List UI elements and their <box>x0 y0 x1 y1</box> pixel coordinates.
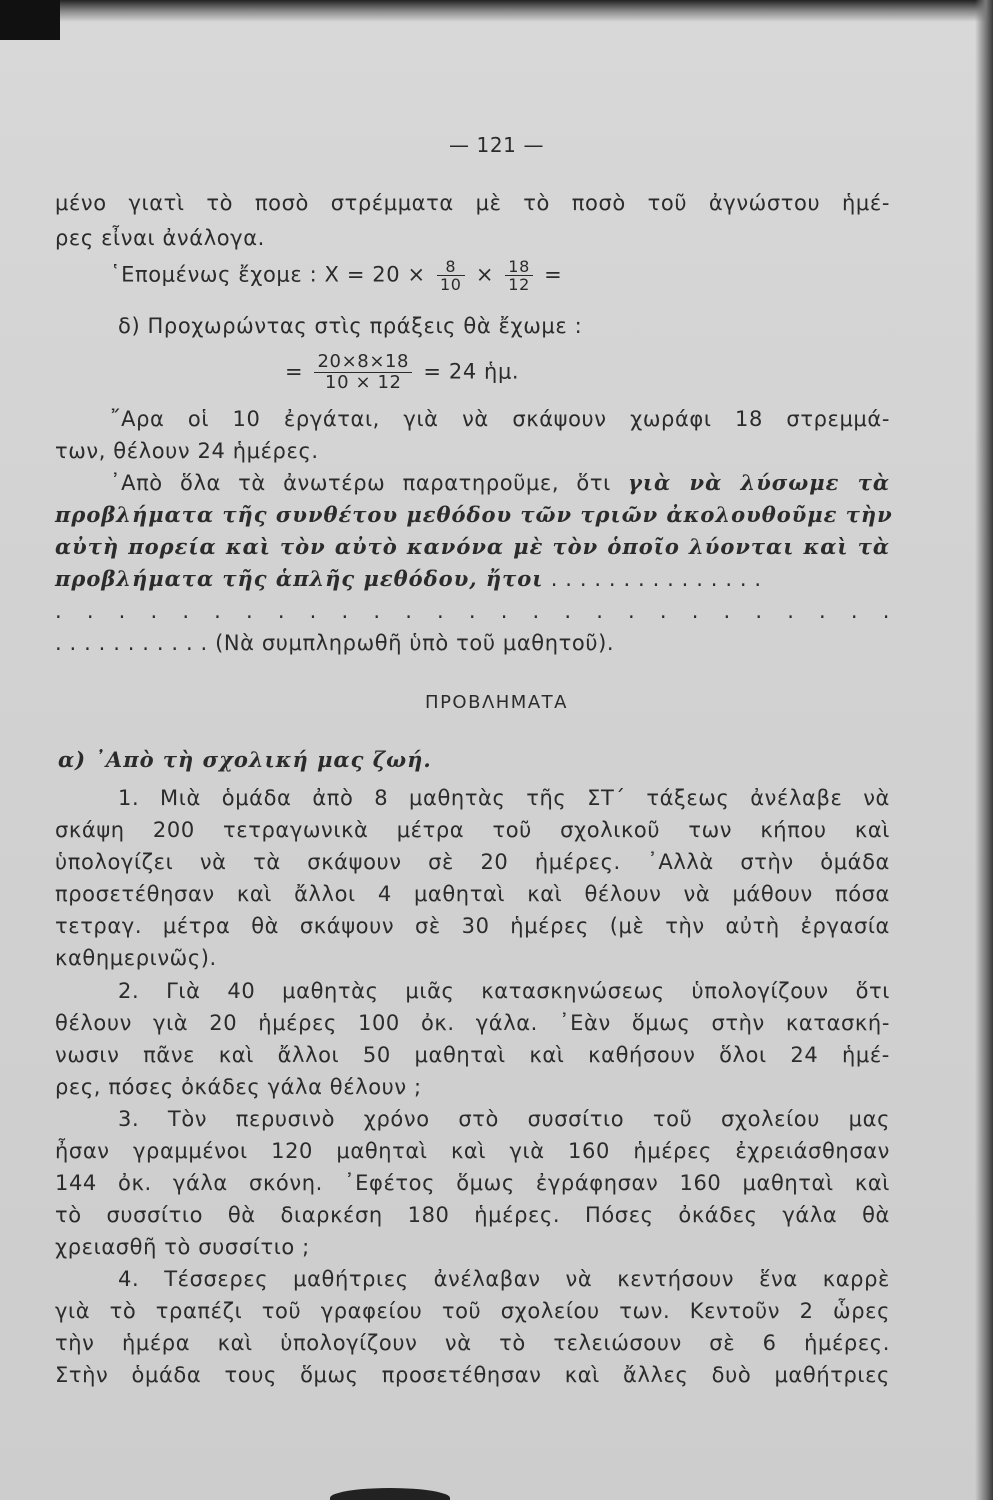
dots-leader: . . . . . . . . . . . . . . . <box>543 567 762 591</box>
equation-1 <box>110 258 890 293</box>
problem-2-line-4: ρες, πόσες ὀκάδες γάλα θέλουν ; <box>55 1075 422 1099</box>
fraction-product <box>314 352 412 393</box>
conclusion-italic-end: προβλήματα τῆς ἁπλῆς μεθόδου, ἤτοι <box>55 566 544 591</box>
binding-shadow <box>0 0 60 40</box>
problem-1-line-3: ὑπολογίζει νὰ τὰ σκάψουν σὲ 20 ἡμέρες. ᾿Αλλὰ στὴν ὁμάδα <box>55 850 890 874</box>
fraction-denominator: 10 <box>439 275 462 294</box>
problem-2-line-3: νωσιν πᾶνε καὶ ἄλλοι 50 μαθηταὶ καὶ καθήσουν ὅλοι 24 ἡμέ- <box>55 1043 890 1067</box>
problem-3-line-3: 144 ὀκ. γάλα σκόνη. ᾿Εφέτος ὅμως ἐγράφησαν 160 μαθηταὶ καὶ <box>55 1171 890 1195</box>
problem-2-line-1: 2. Γιὰ 40 μαθητὰς μιᾶς κατασκηνώσεως ὑπολογίζουν ὅτι <box>118 979 890 1003</box>
problem-3-line-1: 3. Τὸν περυσινὸ χρόνο στὸ συσσίτιο τοῦ σχολείου μας <box>118 1107 890 1131</box>
fraction-numerator: 20×8×18 <box>314 352 412 373</box>
page-edge-shadow <box>975 0 993 1500</box>
fraction-denominator: 10 × 12 <box>325 372 402 393</box>
conclusion-line-2: προβλήματα τῆς συνθέτου μεθόδου τῶν τριῶν ἀκολουθοῦμε τὴν <box>55 502 893 527</box>
conclusion-italic: γιὰ νὰ λύσωμε τὰ <box>628 470 890 495</box>
equation-2 <box>285 352 885 393</box>
problem-4-line-1: 4. Τέσσερες μαθήτριες ἀνέλαβαν νὰ κεντήσουν ἕνα καρρὲ <box>118 1267 890 1291</box>
dots-leader: . . . . . . . . . . . <box>55 631 216 655</box>
problem-1-line-6: καθημερινῶς). <box>55 946 217 970</box>
problem-2-line-2: θέλουν γιὰ 20 ἡμέρες 100 ὀκ. γάλα. ᾿Εὰν ὅμως στὴν κατασκή- <box>55 1011 890 1035</box>
fraction-denominator: 12 <box>508 275 530 294</box>
section-title: ΠΡΟΒΛΗΜΑΤΑ <box>425 692 568 713</box>
equation-2-prefix: = <box>285 359 304 384</box>
fill-in-note: (Νὰ συμπληρωθῆ ὑπὸ τοῦ μαθητοῦ). <box>215 631 615 655</box>
equation-2-result: = 24 ἡμ. <box>423 359 520 384</box>
times-sign: × <box>475 262 495 287</box>
equals-sign: = <box>544 262 563 287</box>
problem-3-line-2: ἦσαν γραμμένοι 120 μαθηταὶ καὶ γιὰ 160 ἡμέρες ἐχρειάσθησαν <box>55 1139 890 1163</box>
result-line-1: ῎Αρα οἱ 10 ἐργάται, γιὰ νὰ σκάψουν χωράφι 18 στρεμμά- <box>110 407 890 431</box>
intro-line-2: ρες εἶναι ἀνάλογα. <box>55 226 265 250</box>
equation-1-prefix: ῾Επομένως ἔχομε : X = 20 × <box>110 262 426 287</box>
conclusion-plain: ᾿Απὸ ὅλα τὰ ἀνωτέρω παρατηροῦμε, ὅτι <box>110 471 629 495</box>
problem-1-line-5: τετραγ. μέτρα θὰ σκάψουν σὲ 30 ἡμέρες (μὲ τὴν αὐτὴ ἐργασία <box>55 914 890 938</box>
conclusion-line-1 <box>110 468 890 498</box>
result-line-2: των, θέλουν 24 ἡμέρες. <box>55 439 319 463</box>
page-number: — 121 — <box>448 133 545 157</box>
subsection-title: α) ᾿Απὸ τὴ σχολική μας ζωή. <box>58 747 432 772</box>
problem-4-line-2: γιὰ τὸ τραπέζι τοῦ γραφείου τοῦ σχολείου των. Κεντοῦν 2 ὧρες <box>55 1299 890 1323</box>
problem-4-line-4: Στὴν ὁμάδα τους ὅμως προσετέθησαν καὶ ἄλλες δυὸ μαθήτριες <box>55 1363 890 1387</box>
fraction-8-10 <box>437 258 465 293</box>
fraction-numerator: 18 <box>505 258 533 276</box>
problem-1-line-1: 1. Μιὰ ὁμάδα ἀπὸ 8 μαθητὰς τῆς ΣΤ΄ τάξεως ἀνέλαβε νὰ <box>118 786 890 810</box>
fraction-18-12 <box>505 258 533 293</box>
problem-3-line-4: τὸ συσσίτιο θὰ διαρκέση 180 ἡμέρες. Πόσες ὀκάδες γάλα θὰ <box>55 1203 890 1227</box>
conclusion-line-3: αὐτὴ πορεία καὶ τὸν αὐτὸ κανόνα μὲ τὸν ὁποῖο λύονται καὶ τὰ <box>55 534 890 559</box>
page-top-shadow <box>0 0 993 22</box>
problem-4-line-3: τὴν ἡμέρα καὶ ὑπολογίζουν νὰ τὸ τελειώσουν σὲ 6 ἡμέρες. <box>55 1331 890 1355</box>
step-delta: δ) Προχωρώντας στὶς πράξεις θὰ ἔχωμε : <box>118 314 583 338</box>
fraction-numerator: 8 <box>437 258 465 276</box>
fill-in-line <box>55 628 890 658</box>
problem-3-line-5: χρειασθῆ τὸ συσσίτιο ; <box>55 1235 310 1259</box>
dots-line: . . . . . . . . . . . . . . . . . . . . . . . . . . . <box>55 599 890 623</box>
intro-line-1: μένο γιατὶ τὸ ποσὸ στρέμματα μὲ τὸ ποσὸ τοῦ ἀγνώστου ἡμέ- <box>55 191 890 215</box>
problem-1-line-4: προσετέθησαν καὶ ἄλλοι 4 μαθηταὶ καὶ θέλουν νὰ μάθουν πόσα <box>55 882 890 906</box>
problem-1-line-2: σκάψη 200 τετραγωνικὰ μέτρα τοῦ σχολικοῦ των κήπου καὶ <box>55 818 890 842</box>
conclusion-line-4 <box>55 564 890 594</box>
bottom-binding-mark <box>330 1488 450 1500</box>
